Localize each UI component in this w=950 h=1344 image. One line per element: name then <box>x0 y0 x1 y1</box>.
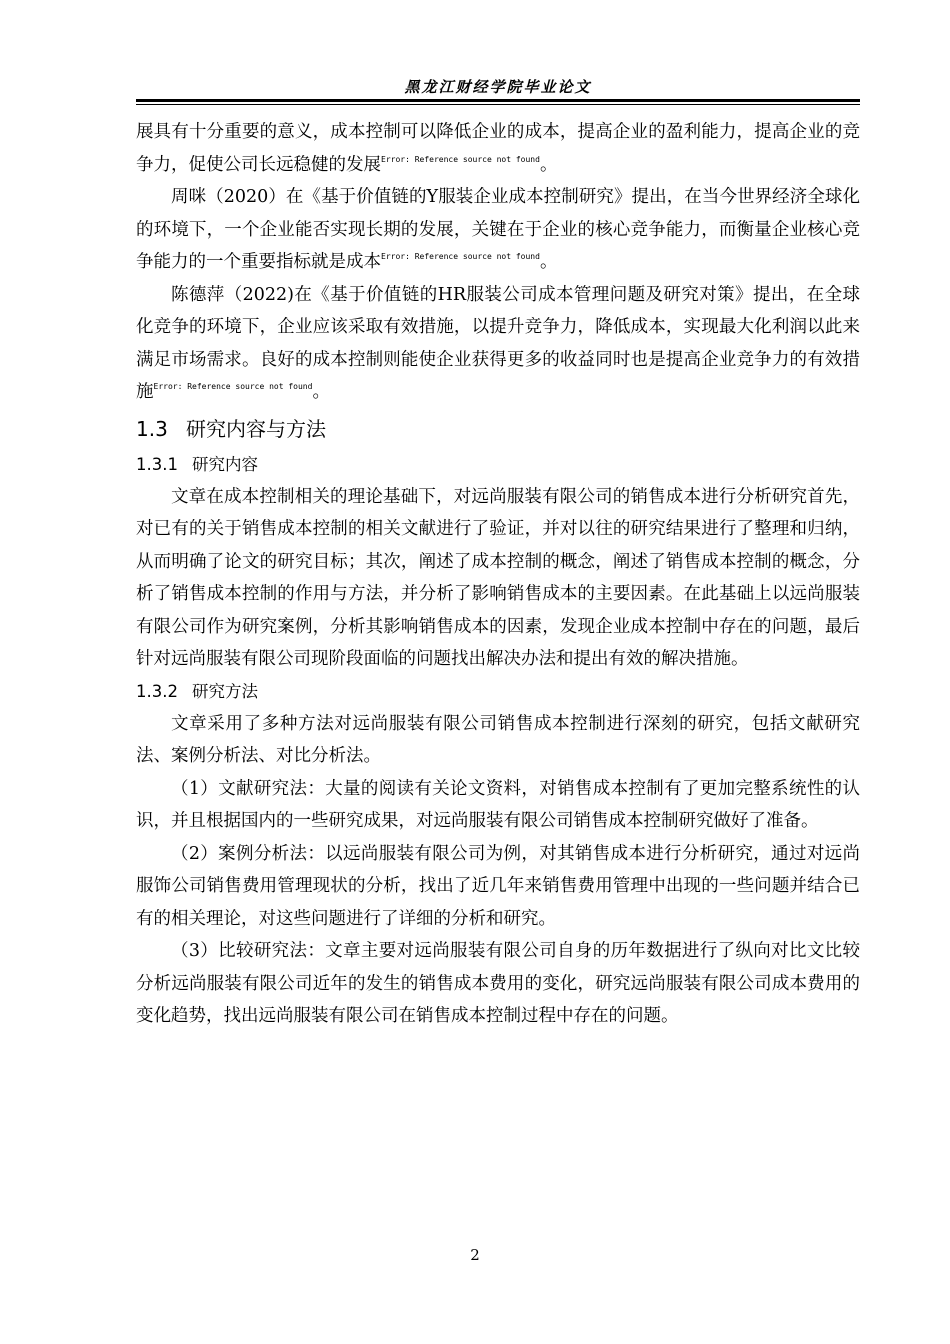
subsection-number: 1.3.2 <box>136 681 178 701</box>
section-title: 研究内容与方法 <box>186 416 326 441</box>
subsection-number: 1.3.1 <box>136 454 178 474</box>
paragraph-text: 展具有十分重要的意义，成本控制可以降低企业的成本，提高企业的盈利能力，提高企业的竞争力，促使公司长远稳健的发展 <box>136 122 860 175</box>
page-number: 2 <box>470 1246 480 1264</box>
body-content <box>136 116 860 1033</box>
reference-error: Error: Reference source not found <box>153 382 313 391</box>
paragraph: 文章在成本控制相关的理论基础下，对远尚服装有限公司的销售成本进行分析研究首先，对已有的关于销售成本控制的相关文献进行了验证，并对以往的研究结果进行了整理和归纳，从而明确了论文的研究目标；其次，阐述了成本控制的概念，阐述了销售成本控制的概念，分析了销售成本控制的作用与方法，并分析了影响销售成本的主要因素。在此基础上以远尚服装有限公司作为研究案例，分析其影响销售成本的因素，发现企业成本控制中存在的问题，最后针对远尚服装有限公司现阶段面临的问题找出解决办法和提出有效的解决措施。 <box>136 486 860 669</box>
method-paragraph: （1）文献研究法：大量的阅读有关论文资料，对销售成本控制有了更加完整系统性的认识，并且根据国内的一些研究成果，对远尚服装有限公司销售成本控制研究做好了准备。 <box>136 778 860 831</box>
subsection-title: 研究方法 <box>192 681 258 701</box>
method-paragraph: （2）案例分析法：以远尚服装有限公司为例，对其销售成本进行分析研究，通过对远尚服饰公司销售费用管理现状的分析，找出了近几年来销售费用管理中出现的一些问题并结合已有的相关理论，对这些问题进行了详细的分析和研究。 <box>136 843 860 929</box>
subsection-heading <box>136 451 860 479</box>
section-heading <box>136 409 860 449</box>
running-header: 黑龙江财经学院毕业论文 <box>404 78 592 96</box>
method-paragraph: （3）比较研究法：文章主要对远尚服装有限公司自身的历年数据进行了纵向对比文比较分析远尚服装有限公司近年的发生的销售成本费用的变化，研究远尚服装有限公司成本费用的变化趋势，找出远尚服装有限公司在销售成本控制过程中存在的问题。 <box>136 941 860 1026</box>
paragraph-end: 。 <box>312 382 330 402</box>
paragraph <box>136 116 860 181</box>
reference-error: Error: Reference source not found <box>381 154 540 164</box>
paragraph <box>136 279 860 409</box>
header-rule-thin <box>136 104 860 105</box>
paragraph-text: 陈德萍（2022)在《基于价值链的HR服装公司成本管理问题及研究对策》提出，在全球化竞争的环境下，企业应该采取有效措施，以提升竞争力，降低成本，实现最大化利润以此来满足市场需求。良好的成本控制则能使企业获得更多的收益同时也是提高企业竞争力的有效措施 <box>136 284 860 402</box>
paragraph-end: 。 <box>539 154 558 175</box>
header-rule <box>136 99 860 102</box>
section-number: 1.3 <box>136 416 168 441</box>
subsection-title: 研究内容 <box>192 454 258 474</box>
paragraph <box>136 181 860 279</box>
paragraph-end: 。 <box>539 252 558 272</box>
paragraph-text: 周咪（2020）在《基于价值链的Y服装企业成本控制研究》提出，在当今世界经济全球化的环境下，一个企业能否实现长期的发展，关键在于企业的核心竞争能力，而衡量企业核心竞争能力的一个重要指标就是成本 <box>136 187 860 272</box>
reference-error: Error: Reference source not found <box>381 252 540 261</box>
subsection-heading <box>136 678 860 706</box>
paragraph: 文章采用了多种方法对远尚服装有限公司销售成本控制进行深刻的研究，包括文献研究法、案例分析法、对比分析法。 <box>136 713 860 766</box>
